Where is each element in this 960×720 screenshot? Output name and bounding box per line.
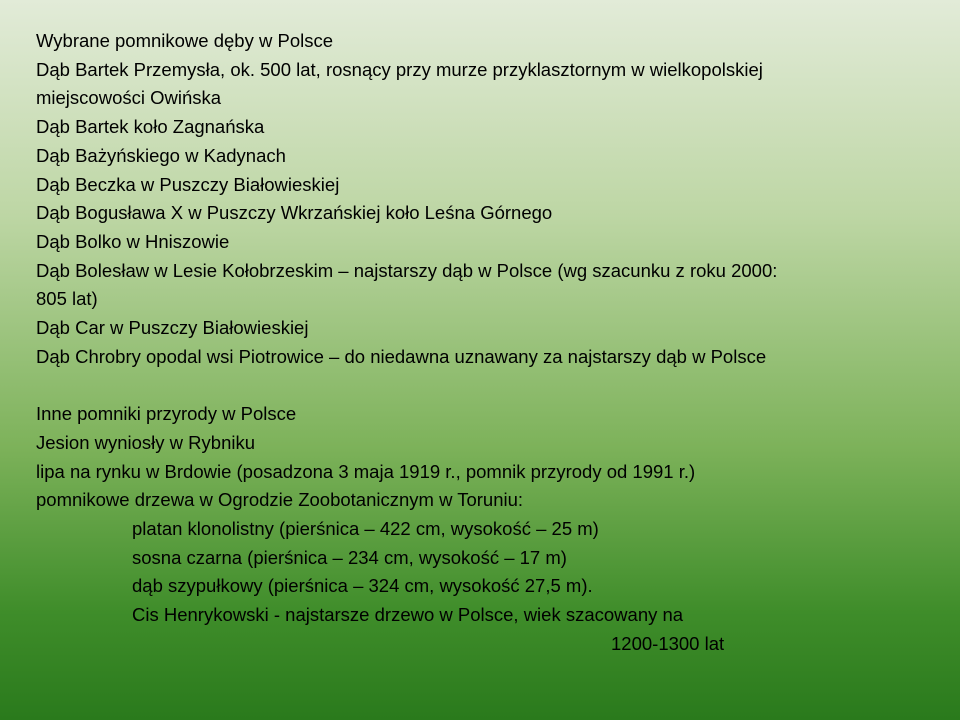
list-item: Dąb Bartek Przemysła, ok. 500 lat, rosnący przy murze przyklasztornym w wielkopolskiej [36,58,763,80]
list-item: Dąb Bogusława X w Puszczy Wkrzańskiej koło Leśna Górnego [36,202,553,224]
list-item: Dąb Chrobry opodal wsi Piotrowice – do niedawna uznawany za najstarszy dąb w Polsce [36,345,767,367]
list-item: miejscowości Owińska [36,87,222,109]
section-spacer [36,371,916,400]
section-heading-other: Inne pomniki przyrody w Polsce [36,403,297,425]
list-item: Dąb Bolesław w Lesie Kołobrzeskim – najstarszy dąb w Polsce (wg szacunku z roku 2000: [36,259,778,281]
section-heading-oaks: Wybrane pomnikowe dęby w Polsce [36,30,334,51]
list-item: Jesion wyniosły w Rybniku [36,431,256,453]
list-item: Dąb Beczka w Puszczy Białowieskiej [36,173,340,195]
list-item: 805 lat) [36,288,98,310]
sub-list-item: sosna czarna (pierśnica – 234 cm, wysokość – 17 m) [132,546,567,568]
list-item: Dąb Bartek koło Zagnańska [36,116,265,138]
sub-list-item: Cis Henrykowski - najstarsze drzewo w Polsce, wiek szacowany na [132,604,684,626]
sub-list-item: platan klonolistny (pierśnica – 422 cm, wysokość – 25 m) [132,517,599,539]
list-item: Dąb Bolko w Hniszowie [36,230,230,252]
slide-text-body [36,27,916,658]
sub-list-item: dąb szypułkowy (pierśnica – 324 cm, wysokość 27,5 m). [132,575,593,597]
list-item: Dąb Bażyńskiego w Kadynach [36,144,286,166]
list-item: Dąb Car w Puszczy Białowieskiej [36,317,309,339]
sub-list-item-continuation: 1200-1300 lat [611,632,725,654]
list-item: pomnikowe drzewa w Ogrodzie Zoobotanicznym w Toruniu: [36,489,524,511]
list-item: lipa na rynku w Brdowie (posadzona 3 maja 1919 r., pomnik przyrody od 1991 r.) [36,460,696,482]
